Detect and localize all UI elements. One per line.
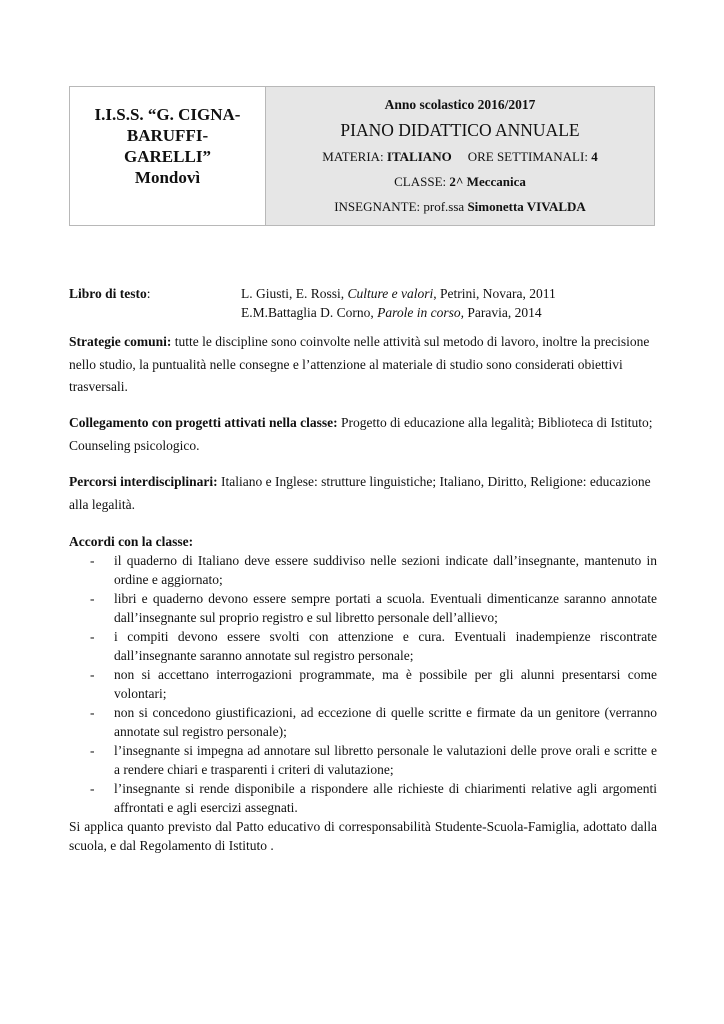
class-label: CLASSE: — [394, 174, 450, 189]
accordi-list — [69, 551, 657, 817]
list-item — [69, 779, 657, 817]
strategie-paragraph — [69, 331, 657, 399]
list-dash: - — [90, 667, 95, 682]
textbook-label: Libro di testo — [69, 286, 147, 301]
school-year: Anno scolastico 2016/2017 — [384, 97, 536, 112]
closing-paragraph: Si applica quanto previsto dal Patto educativo di corresponsabilità Studente-Scuola-Famiglia, adottato dalla scuola, e dal Regolamento di Istituto . — [69, 819, 657, 853]
accordi-section — [69, 532, 657, 855]
list-item — [69, 665, 657, 703]
list-item-text: il quaderno di Italiano deve essere suddiviso nelle sezioni indicate dall’insegnante, mantenuto in ordine e aggiornato; — [114, 553, 657, 587]
teacher-value: Simonetta VIVALDA — [467, 199, 586, 214]
collegamento-text: Progetto di educazione alla legalità; Biblioteca di Istituto; Counseling psicologico. — [69, 415, 653, 453]
percorsi-paragraph — [69, 471, 657, 516]
book2-publisher: Paravia, 2014 — [463, 305, 542, 320]
class-value: 2^ Meccanica — [449, 174, 526, 189]
subject-value: ITALIANO — [386, 149, 452, 164]
school-cell — [70, 87, 266, 225]
plan-info-cell — [266, 87, 654, 225]
header-table — [69, 86, 655, 226]
list-item-text: non si accettano interrogazioni programmate, ma è possibile per gli alunni presentarsi come volontari; — [114, 667, 657, 701]
teacher-label: INSEGNANTE: prof.ssa — [334, 199, 468, 214]
school-name: I.I.S.S. “G. CIGNA-BARUFFI-GARELLI” Mondovì — [94, 105, 241, 187]
book2-authors: E.M.Battaglia D. Corno, — [241, 305, 378, 320]
book1-authors: L. Giusti, E. Rossi, — [241, 286, 348, 301]
list-item-text: non si concedono giustificazioni, ad eccezione di quelle scritte e firmate da un genitore (verranno annotate sul registro personale); — [114, 705, 657, 739]
list-item-text: l’insegnante si impegna ad annotare sul libretto personale le valutazioni delle prove orali e scritte e a rendere chiari e trasparenti i criteri di valutazione; — [114, 743, 657, 777]
list-item — [69, 741, 657, 779]
percorsi-text: Italiano e Inglese: strutture linguistiche; Italiano, Diritto, Religione: educazione alla legalità. — [69, 474, 651, 512]
list-dash: - — [90, 553, 95, 568]
list-item-text: libri e quaderno devono essere sempre portati a scuola. Eventuali dimenticanze saranno annotate dall’insegnante sul proprio registro e sul libretto personale dell’allievo; — [114, 591, 657, 625]
class-line — [394, 169, 526, 194]
list-dash: - — [90, 591, 95, 606]
percorsi-label: Percorsi interdisciplinari: — [69, 474, 218, 489]
list-item — [69, 589, 657, 627]
strategie-text: tutte le discipline sono coinvolte nelle attività sul metodo di lavoro, inoltre la precisione nello studio, la puntualità nelle consegne e l’attenzione al materiale di studio sono considerati obiettivi trasversali. — [69, 334, 650, 394]
textbook-label-wrap — [69, 284, 151, 303]
textbook-2 — [241, 303, 661, 322]
list-item-text: l’insegnante si rende disponibile a rispondere alle richieste di chiarimenti relative agli argomenti affrontati e agli esercizi assegnati. — [114, 781, 657, 815]
textbook-colon: : — [146, 286, 151, 301]
subject-label: MATERIA: — [322, 149, 387, 164]
collegamento-paragraph — [69, 412, 657, 457]
textbook-1 — [241, 284, 661, 303]
teacher-line — [334, 194, 586, 219]
collegamento-label: Collegamento con progetti attivati nella classe: — [69, 415, 338, 430]
list-dash: - — [90, 705, 95, 720]
book2-title: Parole in corso, — [377, 305, 464, 320]
hours-value: 4 — [591, 149, 598, 164]
list-dash: - — [90, 743, 95, 758]
subject-line — [322, 144, 597, 169]
strategie-label: Strategie comuni: — [69, 334, 172, 349]
list-dash: - — [90, 629, 95, 644]
list-item-text: i compiti devono essere svolti con attenzione e cura. Eventuali inadempienze riscontrate dall’insegnante saranno annotate sul registro personale; — [114, 629, 657, 663]
book1-publisher: , Petrini, Novara, 2011 — [433, 286, 556, 301]
list-item — [69, 627, 657, 665]
plan-title: PIANO DIDATTICO ANNUALE — [340, 120, 580, 140]
list-item — [69, 551, 657, 589]
hours-label: ORE SETTIMANALI: — [467, 149, 592, 164]
book1-title: Culture e valori — [347, 286, 434, 301]
textbook-list — [241, 284, 661, 322]
list-dash: - — [90, 781, 95, 796]
list-item — [69, 703, 657, 741]
accordi-label: Accordi con la classe: — [69, 534, 194, 549]
